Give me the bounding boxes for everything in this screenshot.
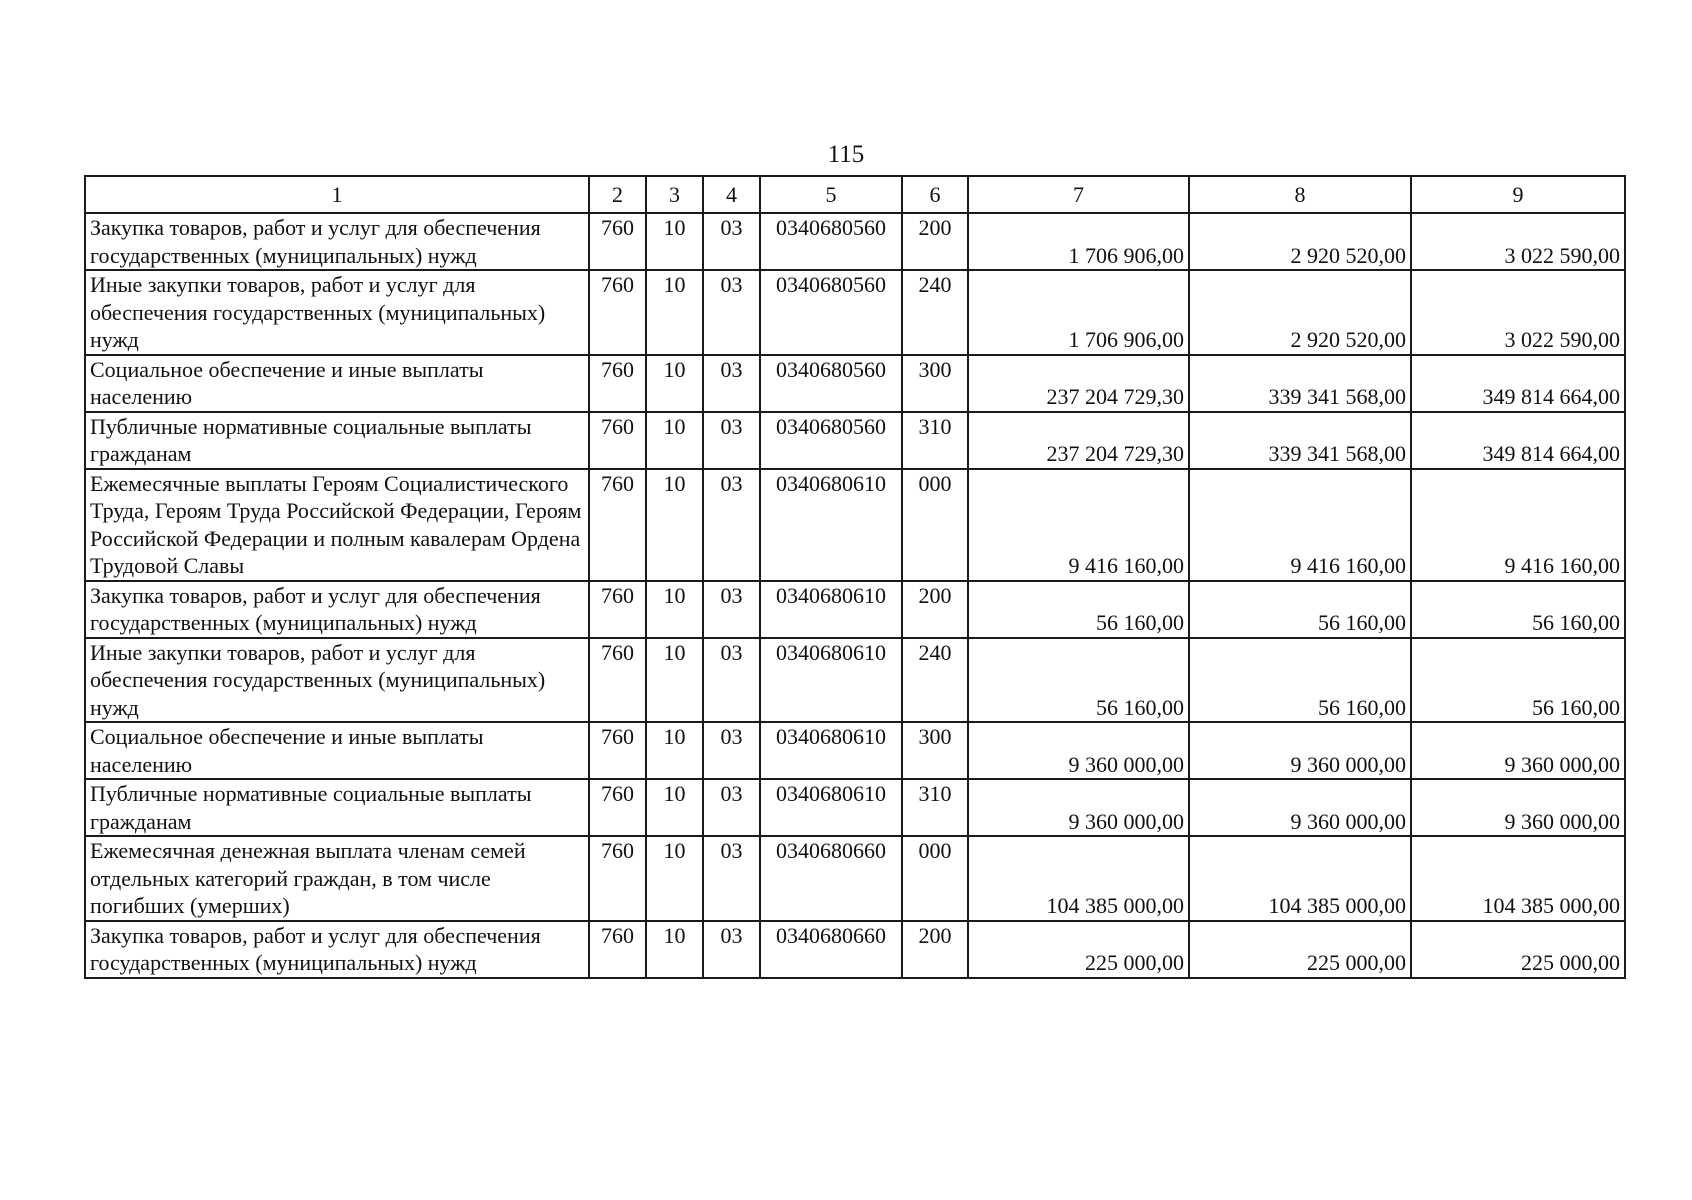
row-target-article-code: 0340680610: [760, 581, 902, 638]
row-expense-type-code: 240: [902, 270, 968, 355]
row-amount-col7: 56 160,00: [968, 638, 1189, 723]
row-grbs-code: 760: [589, 581, 646, 638]
row-amount-col9: 349 814 664,00: [1411, 355, 1625, 412]
row-amount-col9: 349 814 664,00: [1411, 412, 1625, 469]
column-number: 5: [760, 176, 902, 213]
row-amount-col7: 9 360 000,00: [968, 722, 1189, 779]
row-section-code: 10: [646, 836, 703, 921]
row-amount-col8: 9 416 160,00: [1189, 469, 1411, 581]
row-grbs-code: 760: [589, 722, 646, 779]
row-section-code: 10: [646, 581, 703, 638]
row-subsection-code: 03: [703, 412, 760, 469]
row-amount-col9: 56 160,00: [1411, 638, 1625, 723]
row-amount-col8: 56 160,00: [1189, 638, 1411, 723]
row-amount-col8: 2 920 520,00: [1189, 270, 1411, 355]
row-subsection-code: 03: [703, 836, 760, 921]
row-grbs-code: 760: [589, 638, 646, 723]
table-row: [85, 921, 1625, 978]
row-amount-col8: 339 341 568,00: [1189, 355, 1411, 412]
column-number: 1: [85, 176, 589, 213]
column-number: 2: [589, 176, 646, 213]
row-grbs-code: 760: [589, 213, 646, 270]
row-expense-type-code: 000: [902, 469, 968, 581]
row-target-article-code: 0340680660: [760, 921, 902, 978]
row-name: Закупка товаров, работ и услуг для обеспечения государственных (муниципальных) нужд: [85, 921, 589, 978]
row-amount-col9: 225 000,00: [1411, 921, 1625, 978]
row-target-article-code: 0340680560: [760, 213, 902, 270]
row-subsection-code: 03: [703, 581, 760, 638]
row-amount-col7: 56 160,00: [968, 581, 1189, 638]
column-number: 6: [902, 176, 968, 213]
column-number: 3: [646, 176, 703, 213]
column-number-row: [85, 176, 1625, 213]
row-grbs-code: 760: [589, 921, 646, 978]
row-name: Публичные нормативные социальные выплаты гражданам: [85, 412, 589, 469]
row-target-article-code: 0340680560: [760, 270, 902, 355]
row-expense-type-code: 200: [902, 213, 968, 270]
row-expense-type-code: 300: [902, 355, 968, 412]
table-row: [85, 722, 1625, 779]
row-amount-col9: 104 385 000,00: [1411, 836, 1625, 921]
row-amount-col7: 1 706 906,00: [968, 270, 1189, 355]
row-amount-col9: 9 360 000,00: [1411, 779, 1625, 836]
row-expense-type-code: 200: [902, 581, 968, 638]
row-amount-col7: 1 706 906,00: [968, 213, 1189, 270]
row-section-code: 10: [646, 722, 703, 779]
row-grbs-code: 760: [589, 355, 646, 412]
row-expense-type-code: 000: [902, 836, 968, 921]
row-subsection-code: 03: [703, 921, 760, 978]
row-expense-type-code: 310: [902, 412, 968, 469]
row-amount-col9: 3 022 590,00: [1411, 270, 1625, 355]
row-amount-col9: 9 360 000,00: [1411, 722, 1625, 779]
row-section-code: 10: [646, 213, 703, 270]
row-section-code: 10: [646, 921, 703, 978]
row-amount-col9: 9 416 160,00: [1411, 469, 1625, 581]
row-name: Ежемесячная денежная выплата членам семей отдельных категорий граждан, в том числе погибших (умерших): [85, 836, 589, 921]
row-grbs-code: 760: [589, 836, 646, 921]
column-number: 7: [968, 176, 1189, 213]
row-name: Закупка товаров, работ и услуг для обеспечения государственных (муниципальных) нужд: [85, 581, 589, 638]
page-number: 115: [827, 141, 865, 168]
row-amount-col8: 9 360 000,00: [1189, 779, 1411, 836]
table-row: [85, 779, 1625, 836]
row-name: Социальное обеспечение и иные выплаты населению: [85, 722, 589, 779]
row-subsection-code: 03: [703, 213, 760, 270]
column-number: 8: [1189, 176, 1411, 213]
row-target-article-code: 0340680610: [760, 722, 902, 779]
row-section-code: 10: [646, 469, 703, 581]
row-subsection-code: 03: [703, 469, 760, 581]
row-name: Публичные нормативные социальные выплаты гражданам: [85, 779, 589, 836]
row-expense-type-code: 240: [902, 638, 968, 723]
row-amount-col8: 2 920 520,00: [1189, 213, 1411, 270]
row-amount-col7: 9 416 160,00: [968, 469, 1189, 581]
table-row: [85, 270, 1625, 355]
row-name: Закупка товаров, работ и услуг для обеспечения государственных (муниципальных) нужд: [85, 213, 589, 270]
row-section-code: 10: [646, 355, 703, 412]
column-number: 9: [1411, 176, 1625, 213]
row-expense-type-code: 310: [902, 779, 968, 836]
row-subsection-code: 03: [703, 270, 760, 355]
row-target-article-code: 0340680560: [760, 355, 902, 412]
table-row: [85, 638, 1625, 723]
row-name: Социальное обеспечение и иные выплаты населению: [85, 355, 589, 412]
row-name: Ежемесячные выплаты Героям Социалистического Труда, Героям Труда Российской Федерации, Героям Российской Федерации и полным кавалерам Ордена Трудовой Славы: [85, 469, 589, 581]
row-grbs-code: 760: [589, 270, 646, 355]
row-name: Иные закупки товаров, работ и услуг для обеспечения государственных (муниципальных) нужд: [85, 638, 589, 723]
row-amount-col7: 9 360 000,00: [968, 779, 1189, 836]
column-number: 4: [703, 176, 760, 213]
row-amount-col8: 339 341 568,00: [1189, 412, 1411, 469]
row-grbs-code: 760: [589, 779, 646, 836]
row-subsection-code: 03: [703, 638, 760, 723]
table-row: [85, 581, 1625, 638]
table-row: [85, 412, 1625, 469]
row-section-code: 10: [646, 412, 703, 469]
row-target-article-code: 0340680560: [760, 412, 902, 469]
row-grbs-code: 760: [589, 469, 646, 581]
row-section-code: 10: [646, 779, 703, 836]
row-amount-col8: 9 360 000,00: [1189, 722, 1411, 779]
row-amount-col7: 237 204 729,30: [968, 412, 1189, 469]
row-amount-col8: 104 385 000,00: [1189, 836, 1411, 921]
row-amount-col9: 3 022 590,00: [1411, 213, 1625, 270]
table-row: [85, 836, 1625, 921]
row-amount-col7: 104 385 000,00: [968, 836, 1189, 921]
row-subsection-code: 03: [703, 722, 760, 779]
row-grbs-code: 760: [589, 412, 646, 469]
row-target-article-code: 0340680660: [760, 836, 902, 921]
row-expense-type-code: 300: [902, 722, 968, 779]
row-subsection-code: 03: [703, 355, 760, 412]
table-row: [85, 469, 1625, 581]
row-target-article-code: 0340680610: [760, 779, 902, 836]
row-amount-col8: 225 000,00: [1189, 921, 1411, 978]
row-name: Иные закупки товаров, работ и услуг для обеспечения государственных (муниципальных) нужд: [85, 270, 589, 355]
row-subsection-code: 03: [703, 779, 760, 836]
row-amount-col7: 225 000,00: [968, 921, 1189, 978]
row-amount-col7: 237 204 729,30: [968, 355, 1189, 412]
row-amount-col8: 56 160,00: [1189, 581, 1411, 638]
row-amount-col9: 56 160,00: [1411, 581, 1625, 638]
row-section-code: 10: [646, 270, 703, 355]
row-expense-type-code: 200: [902, 921, 968, 978]
row-target-article-code: 0340680610: [760, 469, 902, 581]
table-row: [85, 355, 1625, 412]
budget-table: [84, 175, 1626, 979]
row-section-code: 10: [646, 638, 703, 723]
row-target-article-code: 0340680610: [760, 638, 902, 723]
table-row: [85, 213, 1625, 270]
